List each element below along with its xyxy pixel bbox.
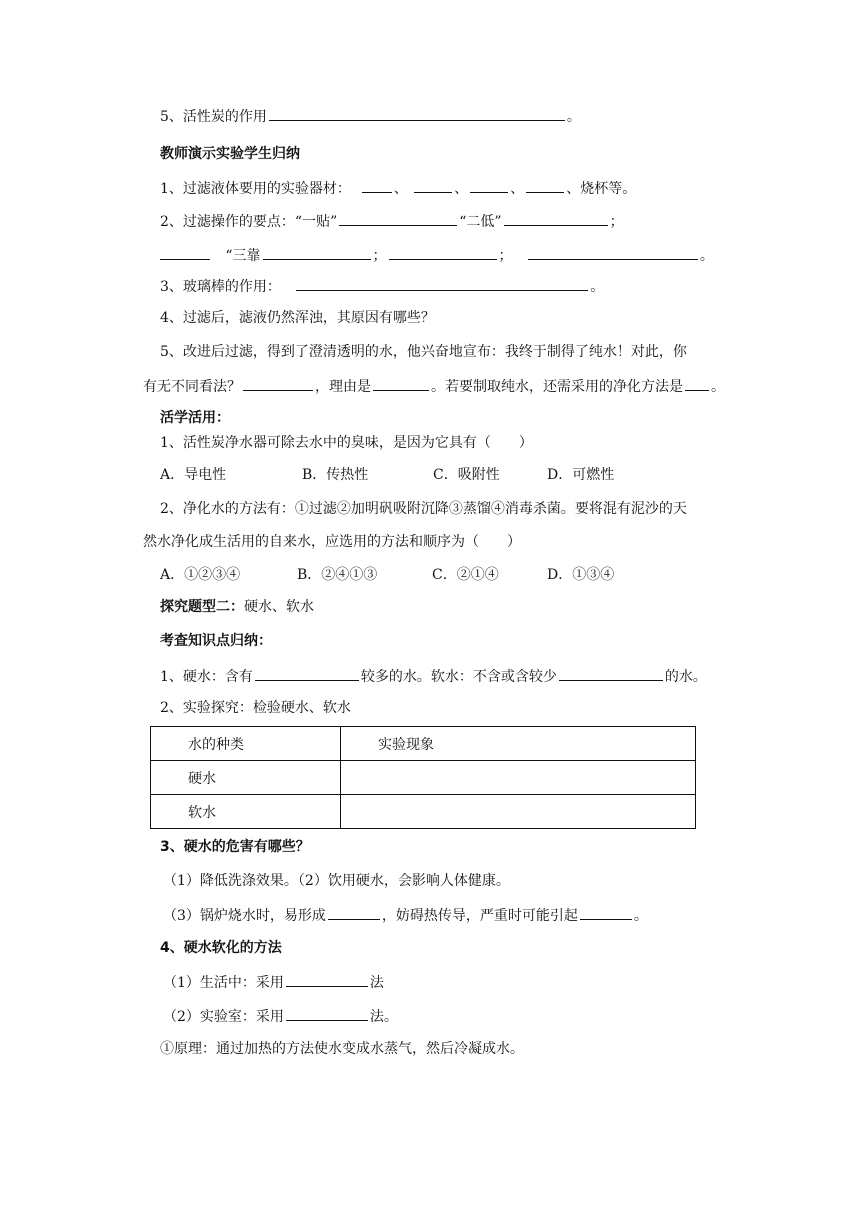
softening-laboratory: （2）实验室：采用 法。 (163, 1006, 398, 1026)
activated-carbon-line: 5、活性炭的作用 。 (160, 106, 581, 126)
table-cell: 软水 (151, 795, 341, 829)
answer-blank (286, 972, 368, 987)
answer-blank (526, 178, 564, 193)
question-1: 1、活性炭净水器可除去水中的臭味，是因为它具有（ ） (160, 435, 533, 451)
answer-blank (328, 905, 380, 920)
question-2-line-1: 2、净化水的方法有：①过滤②加明矾吸附沉降③蒸馏④消毒杀菌。要将混有泥沙的天 (160, 501, 687, 517)
pure-water-line-1: 5、改进后过滤，得到了澄清透明的水，他兴奋地宣布：我终于制得了纯水！对此，你 (160, 344, 687, 360)
question-2-option-b: B．②④①③ (297, 567, 378, 583)
table-cell: 硬水 (151, 761, 341, 795)
water-test-table (150, 726, 696, 829)
filter-equipment-line: 1、过滤液体要用的实验器材： 、 、 、 、烧杯等。 (160, 178, 636, 198)
harm-line-1: （1）降低洗涤效果。（2）饮用硬水，会影响人体健康。 (163, 873, 510, 889)
turbid-filtrate-question: 4、过滤后，滤液仍然浑浊，其原因有哪些？ (160, 310, 435, 326)
answer-blank (339, 211, 457, 226)
answer-blank (470, 178, 508, 193)
principle-line: ①原理：通过加热的方法使水变成水蒸气，然后冷凝成水。 (160, 1041, 524, 1057)
answer-blank (389, 245, 497, 260)
answer-blank (559, 666, 663, 681)
answer-blank (362, 178, 392, 193)
question-2-line-2: 然水净化成生活用的自来水，应选用的方法和顺序为（ ） (143, 534, 521, 550)
answer-blank (269, 106, 565, 121)
question-2-option-c: C．②①④ (432, 567, 499, 583)
table-header-row (151, 727, 696, 761)
table-header-cell: 实验现象 (341, 727, 696, 761)
section-heading-points: 考查知识点归纳： (160, 633, 272, 649)
softening-daily-life: （1）生活中：采用 法 (163, 972, 384, 992)
answer-blank (160, 245, 210, 260)
section-heading-harm: 3、硬水的危害有哪些？ (160, 839, 310, 855)
answer-blank (373, 376, 429, 391)
hard-soft-definition: 1、硬水：含有 较多的水。软水：不含或含较少 的水。 (160, 666, 707, 686)
answer-blank (263, 245, 371, 260)
table-row (151, 795, 696, 829)
answer-blank (528, 245, 698, 260)
table-header-cell: 水的种类 (151, 727, 341, 761)
answer-blank (255, 666, 359, 681)
answer-blank (504, 211, 608, 226)
table-cell (341, 795, 696, 829)
pure-water-line-2: 有无不同看法？ ，理由是 。若要制取纯水，还需采用的净化方法是 。 (143, 376, 725, 396)
glass-rod-line: 3、玻璃棒的作用： 。 (160, 276, 604, 296)
filter-points-line-2: “三靠 ； ； 。 (158, 245, 714, 265)
question-1-option-a: A．导电性 (160, 467, 227, 483)
question-1-option-b: B．传热性 (302, 467, 369, 483)
answer-blank (286, 1006, 368, 1021)
table-cell (341, 761, 696, 795)
harm-line-2: （3）锅炉烧水时，易形成 ，妨碍热传导，严重时可能引起 。 (163, 905, 648, 925)
experiment-heading: 2、实验探究：检验硬水、软水 (160, 700, 351, 716)
section-heading-apply: 活学活用： (160, 410, 230, 426)
table-row (151, 761, 696, 795)
question-2-option-d: D．①③④ (547, 567, 615, 583)
answer-blank (243, 376, 313, 391)
answer-blank (580, 905, 632, 920)
section-heading-softening: 4、硬水软化的方法 (160, 940, 282, 956)
answer-blank (414, 178, 452, 193)
question-2-option-a: A．①②③④ (160, 567, 241, 583)
section-heading-type2: 探究题型二：硬水、软水 (160, 599, 314, 615)
filter-points-line: 2、过滤操作的要点：“一贴” “二低” ； (160, 211, 624, 231)
answer-blank (296, 276, 588, 291)
answer-blank (685, 376, 709, 391)
question-1-option-c: C．吸附性 (433, 467, 500, 483)
section-heading-demo: 教师演示实验学生归纳 (160, 146, 300, 162)
question-1-option-d: D．可燃性 (547, 467, 615, 483)
